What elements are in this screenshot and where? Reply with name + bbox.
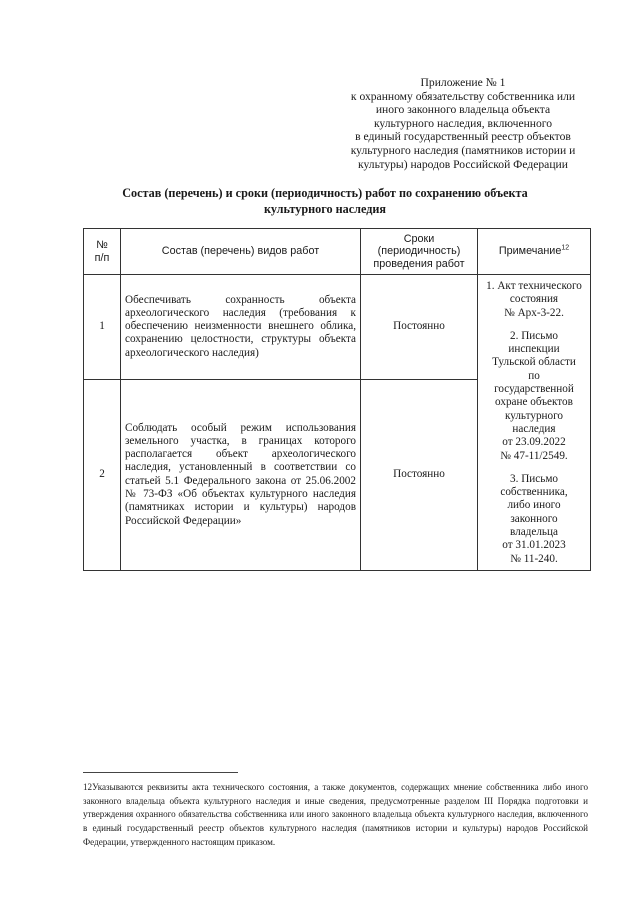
column-header-period-line2: (периодичность) xyxy=(377,245,461,258)
table-header-row xyxy=(84,229,591,275)
notes-cell xyxy=(478,275,591,571)
note-line: состояния xyxy=(509,293,559,306)
note-line: законного xyxy=(510,512,558,525)
note-line: от 23.09.2022 xyxy=(502,436,566,449)
note-line: инспекции xyxy=(508,343,560,356)
column-header-number xyxy=(84,229,121,275)
header-line: в единый государственный реестр объектов xyxy=(355,130,571,144)
column-header-period-line3: проведения работ xyxy=(373,257,465,270)
header-line: иного законного владельца объекта xyxy=(375,103,551,117)
header-line: культурного наследия (памятников истории и xyxy=(350,143,576,157)
row-works-text: Обеспечивать сохранность объекта археологического наследия (требования к обеспечению неизменности внешнего облика, сохранению целостности, структуры объекта археологического наследия) xyxy=(121,275,361,380)
row-period: Постоянно xyxy=(361,275,478,380)
table-row xyxy=(84,275,591,380)
column-header-number-line2: п/п xyxy=(94,251,110,264)
note-line: № 47-11/2549. xyxy=(500,449,568,462)
row-period: Постоянно xyxy=(361,379,478,570)
note-line: охране объектов xyxy=(495,396,573,409)
note-line: владельца xyxy=(510,526,558,539)
column-header-number-line1: № xyxy=(96,238,108,251)
column-header-note-label: Примечание xyxy=(498,245,562,258)
footnote-separator xyxy=(83,772,238,773)
note-line: Тульской области xyxy=(492,356,576,369)
header-line: Приложение № 1 xyxy=(420,76,506,89)
note-line: собственника, xyxy=(500,486,568,499)
header-line: к охранному обязательству собственника или xyxy=(350,89,576,103)
note-line: либо иного xyxy=(507,499,561,512)
note-line: наследия xyxy=(512,422,556,435)
note-line: 3. Письмо xyxy=(510,472,558,485)
note-line: государственной xyxy=(494,383,574,396)
note-line: № 11-240. xyxy=(510,552,558,565)
document-title xyxy=(90,186,560,217)
note-item xyxy=(481,280,587,320)
note-line: 2. Письмо xyxy=(510,329,558,342)
footnote-text: 12Указываются реквизиты акта технического состояния, а также документов, содержащих мнение собственника либо иного законного владельца объекта культурного наследия и иные сведения, предусмотренные разделом III Порядка подготовки и утверждения охранного обязательства собственника или иного законного владельца объекта культурного наследия, включенного в единый государственный реестр объектов культурного наследия (памятников истории и культуры) народов Российской Федерации, утвержденного настоящим приказом. xyxy=(83,782,588,847)
column-header-period xyxy=(361,229,478,275)
header-line: культурного наследия, включенного xyxy=(373,116,553,130)
header-line: культуры) народов Российской Федерации xyxy=(358,157,568,171)
column-header-note xyxy=(478,229,591,275)
title-line-2: культурного наследия xyxy=(263,201,387,216)
note-line: от 31.01.2023 xyxy=(502,539,566,552)
note-line: № Арх-3-22. xyxy=(504,306,564,319)
row-number: 1 xyxy=(84,275,121,380)
column-header-period-line1: Сроки xyxy=(403,232,435,245)
note-item xyxy=(481,330,587,463)
note-line: культурного xyxy=(504,409,564,422)
note-item xyxy=(481,473,587,566)
appendix-header xyxy=(318,76,608,171)
column-header-works: Состав (перечень) видов работ xyxy=(121,229,361,275)
row-number: 2 xyxy=(84,379,121,570)
note-line: по xyxy=(528,369,540,382)
footnote-reference: 12 xyxy=(561,244,570,252)
row-works-text: Соблюдать особый режим использования земельного участка, в границах которого располагается объект археологического наследия, установленный в соответствии со статьей 5.1 Федерального закона от 25.06.2002 № 73-ФЗ «Об объектах культурного наследия (памятниках истории и культуры) народов Российской Федерации» xyxy=(121,379,361,570)
works-table xyxy=(83,228,591,571)
note-line: 1. Акт технического xyxy=(486,280,582,292)
title-line-1: Состав (перечень) и сроки (периодичность) работ по сохранению объекта xyxy=(122,186,528,200)
